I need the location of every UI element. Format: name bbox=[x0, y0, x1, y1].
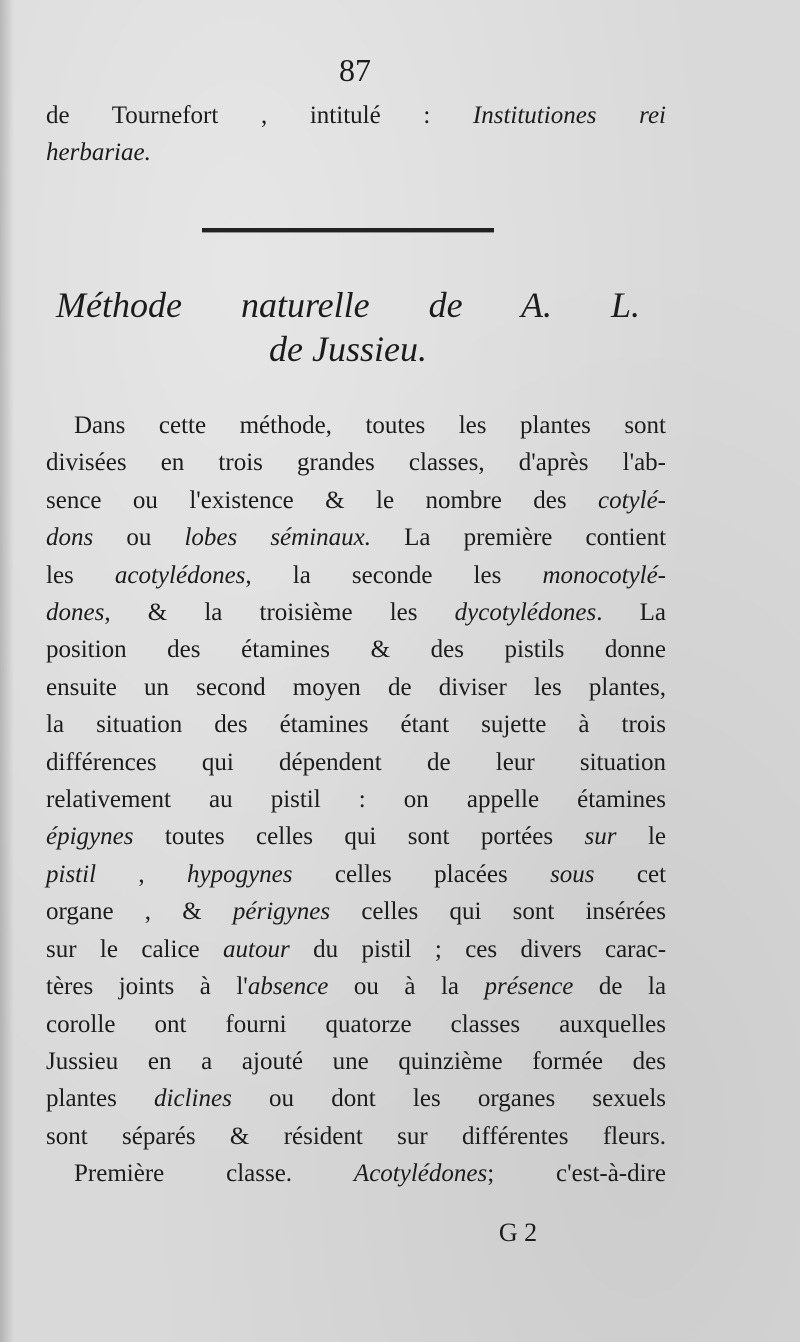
text-line: différences qui dépendent de leur situation bbox=[46, 748, 666, 776]
intro-paragraph bbox=[46, 97, 666, 172]
text-line: herbariae. bbox=[46, 139, 151, 167]
text-line: les acotylédones, la seconde les monocotylé- bbox=[46, 561, 666, 589]
text-line: de Tournefort , intitulé : Institutiones rei bbox=[46, 102, 666, 129]
text-line: position des étamines & des pistils donne bbox=[46, 636, 666, 664]
text-line: pistil , hypogynes celles placées sous cet bbox=[46, 860, 667, 888]
section-heading-line-2: de Jussieu. bbox=[269, 329, 427, 369]
text-line: Dans cette méthode, toutes les plantes sont bbox=[74, 412, 666, 439]
text-line: relativement au pistil : on appelle étamines bbox=[46, 786, 666, 814]
text-line: plantes diclines ou dont les organes sexuels bbox=[46, 1085, 667, 1113]
page-number: 87 bbox=[339, 52, 371, 88]
section-heading-line-1: Méthode naturelle de A. L. bbox=[56, 285, 640, 325]
signature-mark: G 2 bbox=[498, 1218, 538, 1247]
text-line: la situation des étamines étant sujette à trois bbox=[46, 711, 666, 739]
text-line: sur le calice autour du pistil ; ces divers carac- bbox=[46, 935, 667, 963]
text-line: organe , & périgynes celles qui sont insérées bbox=[46, 898, 667, 926]
text-line: corolle ont fourni quatorze classes auxquelles bbox=[46, 1010, 666, 1038]
text-line: Jussieu en a ajouté une quinzième formée des bbox=[46, 1047, 666, 1075]
text-line: tères joints à l'absence ou à la présence de la bbox=[46, 973, 667, 1001]
page-gutter-shadow bbox=[0, 0, 14, 1342]
section-divider-rule bbox=[202, 228, 494, 232]
text-line: épigynes toutes celles qui sont portées sur le bbox=[46, 823, 666, 851]
text-line: sont séparés & résident sur différentes fleurs. bbox=[46, 1122, 666, 1150]
text-line: divisées en trois grandes classes, d'après l'ab- bbox=[46, 449, 666, 477]
body-paragraph bbox=[46, 407, 666, 1193]
text-line: ensuite un second moyen de diviser les plantes, bbox=[46, 673, 666, 701]
text-line: Première classe. Acotylédones; c'est-à-dire bbox=[74, 1160, 666, 1188]
text-line: dons ou lobes séminaux. La première contient bbox=[46, 524, 667, 552]
text-line: sence ou l'existence & le nombre des cotylé- bbox=[46, 486, 666, 514]
text-line: dones, & la troisième les dycotylédones. La bbox=[46, 599, 666, 627]
